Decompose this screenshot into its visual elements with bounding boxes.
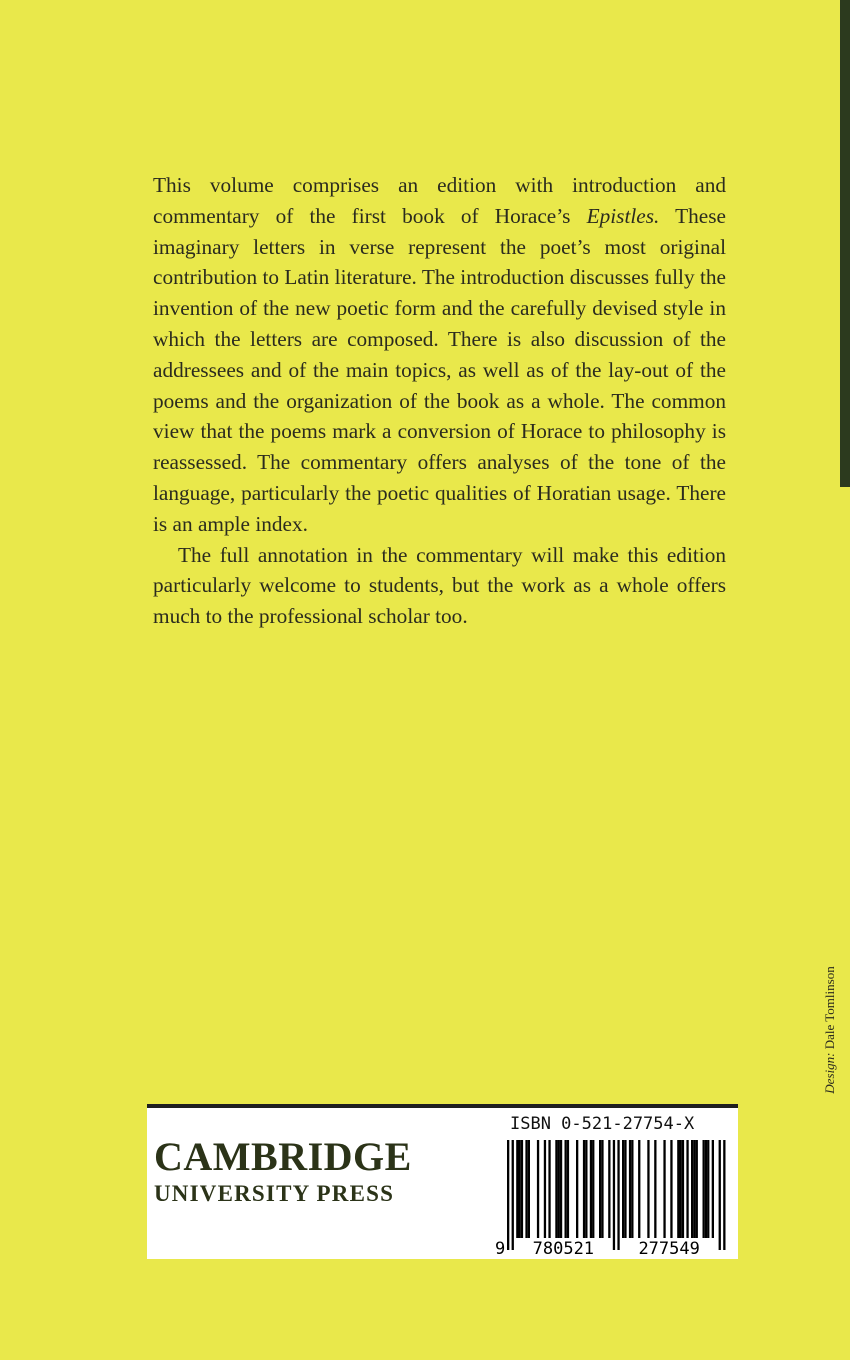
blurb-paragraph-1 <box>153 170 726 540</box>
blurb-p1-start: This volume comprises an edition with introduction and commentary of the first book of Horace’s <box>153 173 726 228</box>
barcode-bar <box>521 1140 523 1238</box>
barcode-bar <box>677 1140 679 1238</box>
barcode-bar <box>599 1140 601 1238</box>
barcode-bar <box>624 1140 626 1238</box>
barcode-digits: 780521 <box>532 1239 595 1256</box>
spine-edge <box>840 0 850 487</box>
barcode-bar <box>507 1140 509 1250</box>
barcode-bar <box>558 1140 560 1238</box>
barcode-bar <box>691 1140 693 1238</box>
barcode-bar <box>555 1140 557 1238</box>
barcode-bar <box>617 1140 619 1250</box>
barcode-bar <box>613 1140 615 1250</box>
barcode-bar <box>638 1140 640 1238</box>
publisher-logo <box>154 1136 412 1207</box>
barcode-bar <box>629 1140 631 1238</box>
barcode-bar <box>622 1140 624 1238</box>
barcode-bar <box>707 1140 709 1238</box>
barcode-bar <box>723 1140 725 1250</box>
barcode-bar <box>703 1140 705 1238</box>
barcode-bar <box>608 1140 610 1238</box>
barcode-bar <box>560 1140 562 1238</box>
publisher-name: CAMBRIDGE <box>154 1134 412 1179</box>
blurb-text <box>153 170 726 632</box>
barcode-bar <box>631 1140 633 1238</box>
barcode-bar <box>654 1140 656 1238</box>
ean-barcode <box>493 1140 729 1256</box>
barcode-bar <box>590 1140 592 1238</box>
barcode-bar <box>693 1140 695 1238</box>
barcode-bar <box>663 1140 665 1238</box>
barcode-bar <box>544 1140 546 1238</box>
blurb-p1-rest: These imaginary letters in verse represent the poet’s most original contribution to Latin literature. The introduction discusses fully the invention of the new poetic form and the carefully devised style in which the letters are composed. There is also discussion of the addressees and of the main topics, as well as of the lay-out of the poems and the organization of the book as a whole. The common view that the poems mark a conversion of Horace to philosophy is reassessed. The commentary offers analyses of the tone of the language, particularly the poetic qualities of Horatian usage. There is an ample index. <box>153 203 726 536</box>
barcode-digits: 277549 <box>638 1239 700 1256</box>
book-title-epistles: Epistles. <box>586 203 660 228</box>
barcode-bar <box>719 1140 721 1250</box>
barcode-bar <box>712 1140 714 1238</box>
barcode-bar <box>670 1140 672 1238</box>
barcode-bar <box>680 1140 682 1238</box>
publisher-barcode-panel <box>147 1104 738 1259</box>
barcode-bar <box>682 1140 684 1238</box>
barcode-bar <box>705 1140 707 1238</box>
barcode-bar <box>548 1140 550 1238</box>
barcode-bar <box>686 1140 688 1238</box>
barcode-bar <box>696 1140 698 1238</box>
barcode-bar <box>647 1140 649 1238</box>
barcode-bar <box>565 1140 567 1238</box>
barcode-bar <box>537 1140 539 1238</box>
isbn-label: ISBN 0-521-27754-X <box>510 1114 695 1134</box>
blurb-paragraph-2: The full annotation in the commentary will make this edition particularly welcome to students, but the work as a whole offers much to the professional scholar too. <box>153 542 726 629</box>
design-credit <box>822 955 838 1105</box>
barcode-bar <box>601 1140 603 1238</box>
barcode-bar <box>512 1140 514 1250</box>
barcode-bar <box>567 1140 569 1238</box>
barcode-bar <box>525 1140 527 1238</box>
barcode-bar <box>592 1140 594 1238</box>
design-credit-label: Design: <box>822 1052 837 1094</box>
barcode-bar <box>585 1140 587 1238</box>
barcode-bar <box>576 1140 578 1238</box>
design-credit-name: Dale Tomlinson <box>822 966 837 1053</box>
publisher-subtitle: UNIVERSITY PRESS <box>154 1181 395 1206</box>
barcode-bar <box>516 1140 518 1238</box>
barcode-digits: 9 <box>495 1239 506 1256</box>
barcode-bar <box>583 1140 585 1238</box>
barcode-bar <box>519 1140 521 1238</box>
barcode-bar <box>528 1140 530 1238</box>
